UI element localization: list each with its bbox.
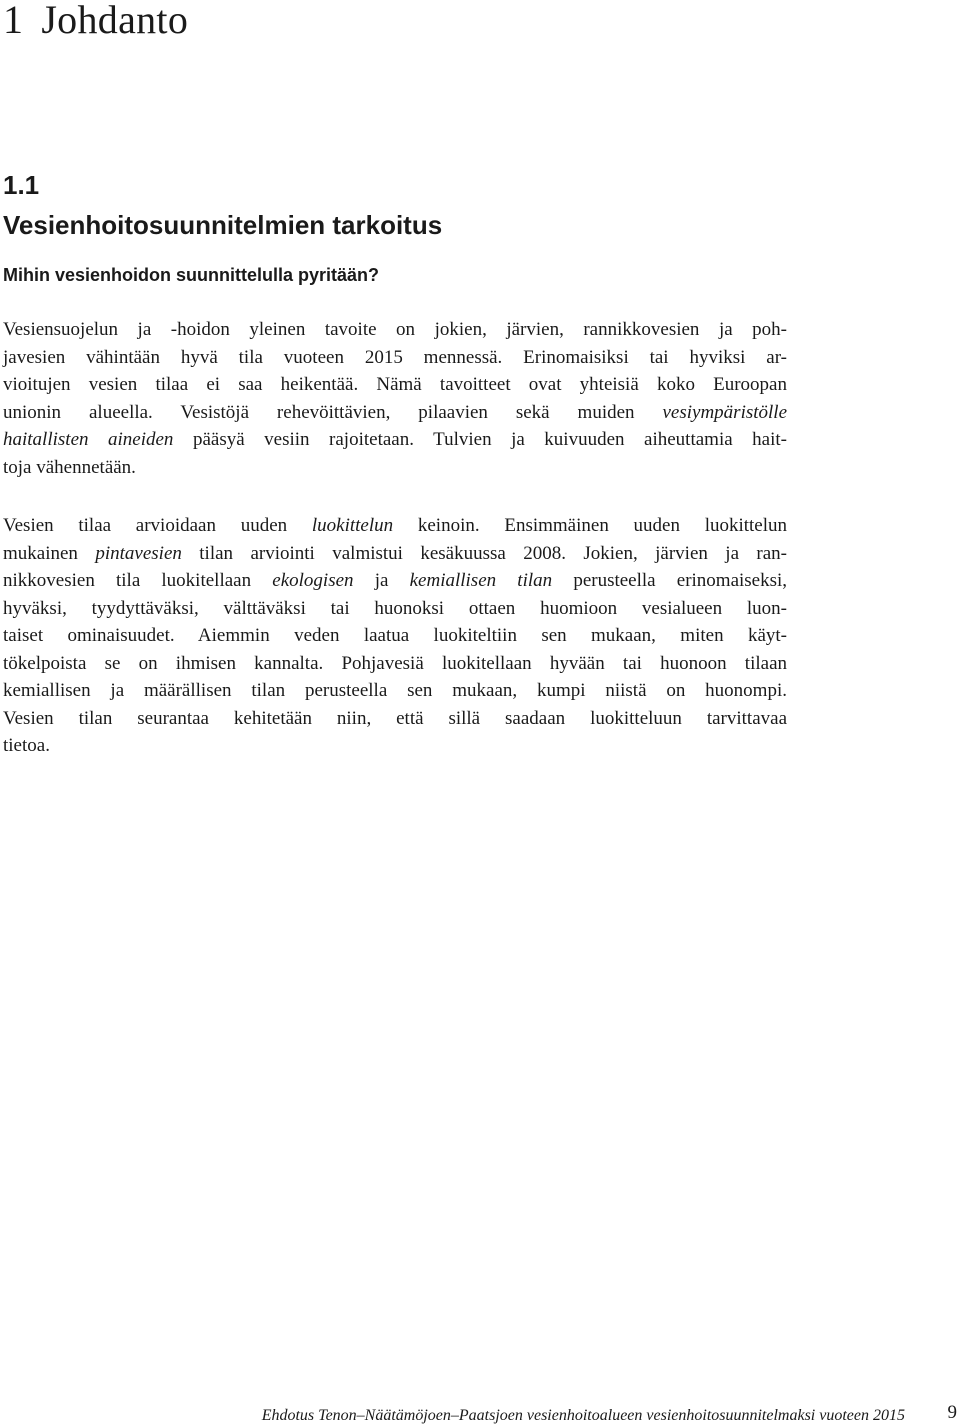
text-line: vioitujen vesien tilaa ei saa heikentää. Nämä tavoitteet ovat yhteisiä koko Euroopan [3, 374, 787, 395]
text-line: Vesien tilan seurantaa kehitetään niin, että sillä saadaan luokitteluun tarvittavaa [3, 707, 787, 729]
chapter-number: 1 [3, 0, 24, 42]
body-paragraph [3, 512, 787, 760]
emphasis-term: vesiympäristölle [662, 401, 788, 423]
text-line: tietoa. [3, 735, 50, 756]
section-number: 1.1 [3, 170, 40, 200]
text-span: ja [374, 570, 389, 591]
text-span: tilan arviointi valmistui kesäkuussa 2008. Jokien, järvien ja ran- [199, 542, 787, 564]
text-line: tökelpoista se on ihmisen kannalta. Pohjavesiä luokitellaan hyvään tai huonoon tilaan [3, 652, 787, 674]
emphasis-term: luokittelun [311, 515, 394, 536]
emphasis-term: haitallisten aineiden [3, 429, 174, 450]
text-line [3, 540, 787, 568]
emphasis-term: pintavesien [95, 542, 182, 564]
text-span: mukainen [3, 542, 78, 564]
text-span: unionin alueella. Vesistöjä rehevöittävien, pilaavien sekä muiden [3, 401, 635, 423]
page-number: 9 [947, 1402, 957, 1423]
body-paragraph [3, 316, 787, 481]
text-span: Vesien tilaa arvioidaan uuden [3, 515, 288, 536]
text-line [3, 426, 787, 454]
chapter-title [3, 0, 188, 46]
text-line [3, 399, 787, 427]
lead-question: Mihin vesienhoidon suunnittelulla pyritään? [3, 265, 380, 285]
text-span: perusteella erinomaiseksi, [573, 570, 788, 591]
emphasis-term: kemiallisen tilan [409, 570, 553, 591]
text-line: hyväksi, tyydyttäväksi, välttäväksi tai huonoksi ottaen huomioon vesialueen luon- [3, 597, 787, 619]
emphasis-term: ekologisen [272, 570, 354, 591]
text-line [3, 567, 787, 595]
text-span: nikkovesien tila luokitellaan [3, 570, 252, 591]
footer-text: Ehdotus Tenon–Näätämöjoen–Paatsjoen vesienhoitoalueen vesienhoitosuunnitelmaksi vuoteen 2015 [261, 1407, 905, 1424]
text-span: pääsyä vesiin rajoitetaan. Tulvien ja kuivuuden aiheuttamia hait- [192, 429, 787, 450]
text-line [3, 512, 787, 540]
text-line: taiset ominaisuudet. Aiemmin veden laatua luokiteltiin sen mukaan, miten käyt- [3, 625, 787, 646]
text-span: keinoin. Ensimmäinen uuden luokittelun [417, 515, 788, 536]
page-footer [0, 1404, 960, 1428]
chapter-title-text: Johdanto [41, 0, 189, 42]
text-line: javesien vähintään hyvä tila vuoteen 2015 mennessä. Erinomaisiksi tai hyviksi ar- [3, 346, 787, 368]
text-line: kemiallisen ja määrällisen tilan perusteella sen mukaan, kumpi niistä on huonompi. [3, 680, 787, 701]
section-title: Vesienhoitosuunnitelmien tarkoitus [3, 210, 443, 240]
text-line: toja vähennetään. [3, 456, 136, 478]
text-line: Vesiensuojelun ja -hoidon yleinen tavoite on jokien, järvien, rannikkovesien ja poh- [3, 319, 787, 340]
